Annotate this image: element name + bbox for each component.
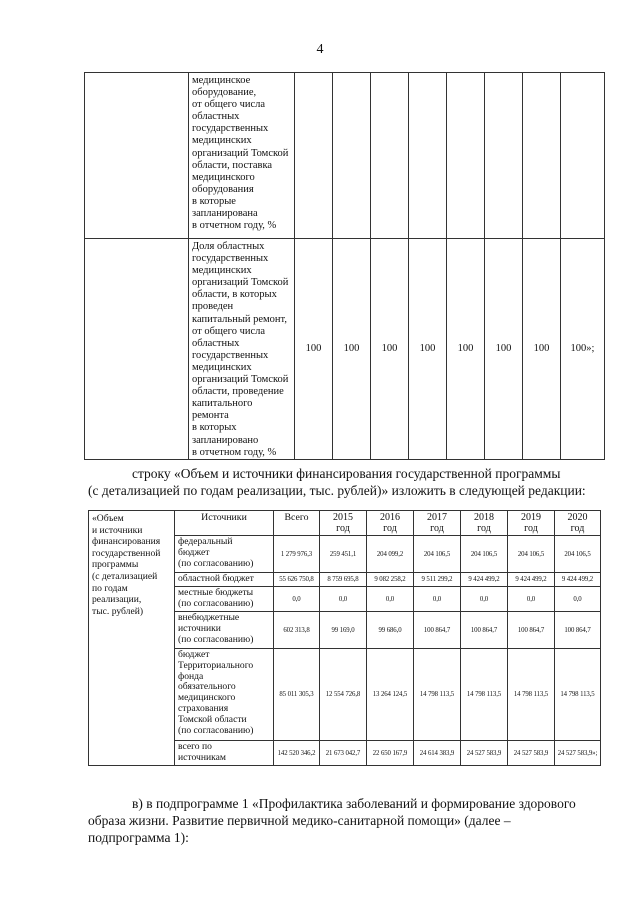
value-cell bbox=[409, 73, 447, 239]
value-cell bbox=[561, 73, 605, 239]
amount-cell: 204 099,2 bbox=[367, 536, 414, 573]
indicator-row bbox=[85, 239, 605, 460]
amount-cell: 142 520 346,2 bbox=[274, 741, 320, 766]
value-cell: 100 bbox=[333, 239, 371, 460]
value-cell bbox=[371, 73, 409, 239]
amount-cell: 9 424 499,2 bbox=[555, 573, 601, 587]
amount-cell: 24 527 583,9»; bbox=[555, 741, 601, 766]
value-cell bbox=[295, 73, 333, 239]
sources-header: Источники bbox=[175, 511, 274, 536]
amount-cell: 9 424 499,2 bbox=[461, 573, 508, 587]
amount-cell: 14 798 113,5 bbox=[555, 649, 601, 741]
amount-cell: 204 106,5 bbox=[508, 536, 555, 573]
program-finance-label: «Объем и источники финансирования государственной программы (с детализацией по годам реализации, тыс. рублей) bbox=[89, 511, 175, 766]
amount-cell: 100 864,7 bbox=[461, 612, 508, 649]
amount-cell: 14 798 113,5 bbox=[461, 649, 508, 741]
blank-cell bbox=[85, 239, 189, 460]
value-cell: 100 bbox=[447, 239, 485, 460]
amount-cell: 13 264 124,5 bbox=[367, 649, 414, 741]
year-header: 2015 год bbox=[320, 511, 367, 536]
indicator-row bbox=[85, 73, 605, 239]
value-cell: 100 bbox=[523, 239, 561, 460]
amount-cell: 100 864,7 bbox=[414, 612, 461, 649]
finance-table bbox=[88, 510, 601, 766]
indicator-name: медицинское оборудование, от общего числа областных государственных медицинских организаций Томской области, поставка медицинского оборудования в которые запланирована в отчетном году, % bbox=[189, 73, 295, 239]
value-cell bbox=[485, 73, 523, 239]
amount-cell: 0,0 bbox=[555, 587, 601, 612]
value-cell bbox=[447, 73, 485, 239]
source-cell: федеральный бюджет (по согласованию) bbox=[175, 536, 274, 573]
amount-cell: 55 626 750,8 bbox=[274, 573, 320, 587]
amount-cell: 100 864,7 bbox=[508, 612, 555, 649]
amount-cell: 1 279 976,3 bbox=[274, 536, 320, 573]
page-number: 4 bbox=[316, 42, 324, 57]
amount-cell: 22 650 167,9 bbox=[367, 741, 414, 766]
header-row bbox=[89, 511, 601, 536]
amount-cell: 24 614 383,9 bbox=[414, 741, 461, 766]
year-header: 2016 год bbox=[367, 511, 414, 536]
value-cell: 100 bbox=[409, 239, 447, 460]
amount-cell: 602 313,8 bbox=[274, 612, 320, 649]
subprogram-paragraph: в) в подпрограмме 1 «Профилактика заболеваний и формирование здорового образа жизни. Развитие первичной медико-санитарной помощи» (далее – подпрограмма 1): bbox=[88, 796, 576, 845]
amount-cell: 85 011 305,3 bbox=[274, 649, 320, 741]
indicator-name: Доля областных государственных медицинских организаций Томской области, в которых проведен капитальный ремонт, от общего числа областных государственных медицинских организаций Томской области, проведение капитального ремонта в которых запланировано в отчетном году, % bbox=[189, 239, 295, 460]
amount-cell: 0,0 bbox=[320, 587, 367, 612]
amount-cell: 0,0 bbox=[274, 587, 320, 612]
amount-cell: 100 864,7 bbox=[555, 612, 601, 649]
value-cell: 100»; bbox=[561, 239, 605, 460]
amount-cell: 99 169,0 bbox=[320, 612, 367, 649]
year-header: 2017 год bbox=[414, 511, 461, 536]
value-cell bbox=[333, 73, 371, 239]
amount-cell: 204 106,5 bbox=[414, 536, 461, 573]
year-header: 2019 год bbox=[508, 511, 555, 536]
amount-cell: 204 106,5 bbox=[555, 536, 601, 573]
amount-cell: 21 673 042,7 bbox=[320, 741, 367, 766]
amount-cell: 9 082 258,2 bbox=[367, 573, 414, 587]
amount-cell: 0,0 bbox=[414, 587, 461, 612]
indicators-table-continuation bbox=[84, 72, 605, 460]
amount-cell: 259 451,1 bbox=[320, 536, 367, 573]
source-cell: местные бюджеты (по согласованию) bbox=[175, 587, 274, 612]
amount-cell: 8 759 695,8 bbox=[320, 573, 367, 587]
amount-cell: 204 106,5 bbox=[461, 536, 508, 573]
amount-cell: 24 527 583,9 bbox=[508, 741, 555, 766]
amendment-paragraph: строку «Объем и источники финансирования государственной программы (с детализацией по годам реализации, тыс. рублей)» изложить в следующей редакции: bbox=[88, 466, 586, 498]
amount-cell: 14 798 113,5 bbox=[508, 649, 555, 741]
amount-cell: 0,0 bbox=[367, 587, 414, 612]
source-cell: бюджет Территориального фонда обязательного медицинского страхования Томской области (по согласованию) bbox=[175, 649, 274, 741]
value-cell: 100 bbox=[485, 239, 523, 460]
value-cell: 100 bbox=[295, 239, 333, 460]
total-header: Всего bbox=[274, 511, 320, 536]
source-cell: всего по источникам bbox=[175, 741, 274, 766]
value-cell: 100 bbox=[371, 239, 409, 460]
year-header: 2018 год bbox=[461, 511, 508, 536]
amount-cell: 24 527 583,9 bbox=[461, 741, 508, 766]
amount-cell: 0,0 bbox=[508, 587, 555, 612]
amount-cell: 12 554 726,8 bbox=[320, 649, 367, 741]
year-header: 2020 год bbox=[555, 511, 601, 536]
amount-cell: 0,0 bbox=[461, 587, 508, 612]
amount-cell: 9 424 499,2 bbox=[508, 573, 555, 587]
source-cell: внебюджетные источники (по согласованию) bbox=[175, 612, 274, 649]
value-cell bbox=[523, 73, 561, 239]
amount-cell: 9 511 299,2 bbox=[414, 573, 461, 587]
blank-cell bbox=[85, 73, 189, 239]
source-cell: областной бюджет bbox=[175, 573, 274, 587]
amount-cell: 99 686,0 bbox=[367, 612, 414, 649]
amount-cell: 14 798 113,5 bbox=[414, 649, 461, 741]
